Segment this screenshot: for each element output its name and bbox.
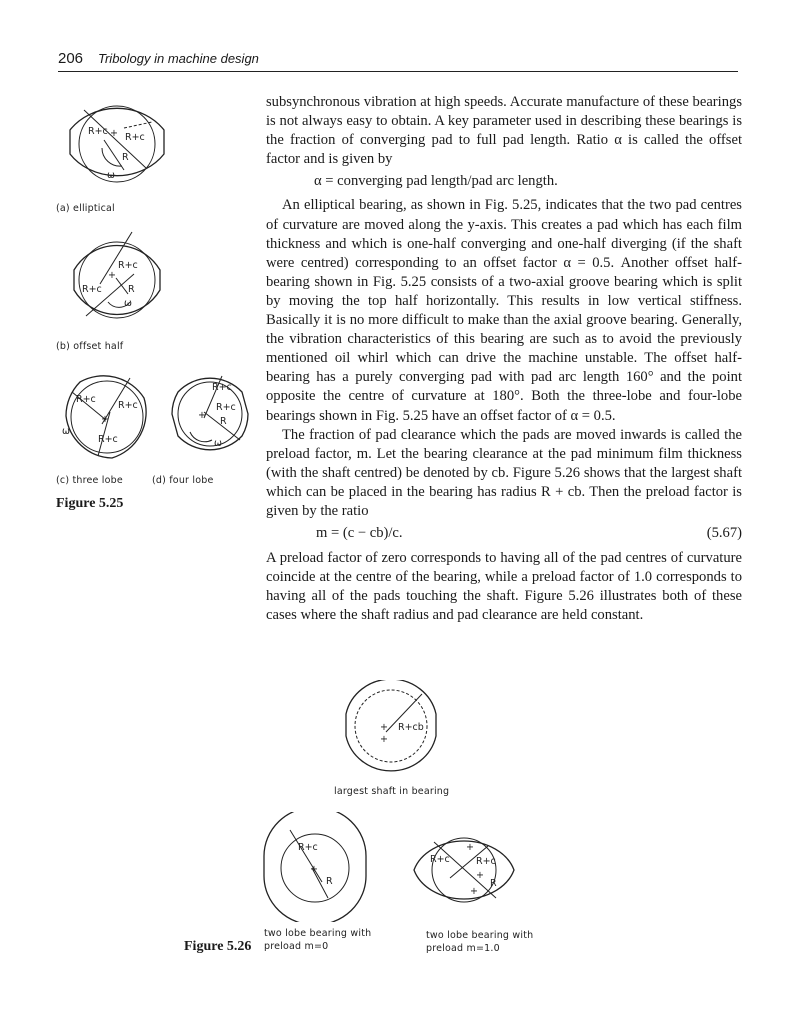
running-header	[58, 50, 738, 72]
caption-largest-shaft: largest shaft in bearing	[334, 786, 450, 797]
label-omega: ω	[62, 426, 70, 437]
header-rule	[58, 71, 738, 72]
elliptical-shaft	[79, 106, 155, 182]
pad-radius-line-1	[434, 842, 496, 898]
center-mark-3: +	[470, 886, 478, 897]
label-r: R	[326, 876, 333, 887]
caption-d: (d) four lobe	[152, 475, 214, 486]
label-r-plus-c-2: R+c	[125, 132, 145, 143]
four-lobe-bearing-outline	[172, 378, 248, 450]
label-omega: ω	[214, 438, 222, 449]
figure-5-25b-offset-half-diagram	[52, 222, 182, 337]
two-lobe-bearing-outline	[414, 841, 514, 899]
label-r-plus-c-1: R+c	[88, 126, 108, 137]
center-mark-1: +	[380, 722, 388, 733]
label-r-plus-c-1: R+c	[118, 260, 138, 271]
label-r-plus-c-2: R+c	[118, 400, 138, 411]
center-mark-2: +	[476, 870, 484, 881]
center-mark: +	[310, 864, 318, 875]
equation-preload-factor: m = (c − cb)/c.	[316, 525, 403, 542]
label-r-plus-c: R+c	[298, 842, 318, 853]
label-r-plus-c-1: R+c	[76, 394, 96, 405]
paragraph-3: The fraction of pad clearance which the pads are moved inwards is called the preload factor, m. Let the bearing clearance at the pad minimum film thickness (with the shaft centred) be denoted by cb. Figure 5.26 shows that the largest shaft which can be placed in the bearing has radius R + cb. Then the preload factor is given by the ratio	[266, 426, 742, 519]
label-r-plus-c-2: R+c	[476, 856, 496, 867]
figure-5-26-preload-zero-diagram	[250, 812, 380, 922]
caption-preload-one-line2: preload m=1.0	[426, 943, 500, 954]
page-number: 206	[58, 50, 84, 67]
figure-5-25-label: Figure 5.25	[56, 496, 124, 511]
label-r-plus-c-2: R+c	[82, 284, 102, 295]
figure-5-26-label: Figure 5.26	[184, 939, 252, 954]
equation-5-67	[266, 524, 742, 544]
paragraph-2: An elliptical bearing, as shown in Fig. 5.25, indicates that the two pad centres of curvature are moved along the y-axis. This creates a pad which has each film thickness and which is one-half converging and one-half diverging (if the shaft were centred) corresponding to an offset factor α = 0.5. Another offset half-bearing shown in Fig. 5.25 consists of a two-axial groove bearing which is split by moving the top half horizontally. This results in low vertical stiffness. Basically it is no more difficult to make than the axial groove bearing. Generally, the vibration characteristics of this bearing are such as to avoid the previously mentioned oil whirl which can drive the machine unstable. The offset half-bearing has a purely converging pad with pad arc length 160° and the point opposite the centre of curvature at 180°. Both the three-lobe and four-lobe bearings shown in Fig. 5.25 have an offset factor of α = 0.5.	[266, 197, 742, 424]
book-title: Tribology in machine design	[98, 51, 259, 66]
equation-offset-factor: α = converging pad length/pad arc length.	[314, 173, 558, 190]
caption-a: (a) elliptical	[56, 203, 115, 214]
label-r: R	[220, 416, 227, 427]
label-r-plus-c-3: R+c	[98, 434, 118, 445]
figure-5-26-preload-one-diagram	[398, 812, 530, 922]
center-mark-1: +	[466, 842, 474, 853]
label-r-plus-c-1: R+c	[430, 854, 450, 865]
label-omega: ω	[124, 298, 132, 309]
equation-number: (5.67)	[706, 525, 742, 542]
figure-5-25d-four-lobe-diagram	[160, 362, 260, 467]
figure-5-26-largest-shaft-diagram	[328, 680, 454, 780]
label-r-plus-cb: R+cb	[398, 722, 424, 733]
caption-b: (b) offset half	[56, 341, 124, 352]
paragraph-1: subsynchronous vibration at high speeds. Accurate manufacture of these bearings is not always easy to obtain. A key parameter used in describing these bearings is the fraction of converging pad to full pad length. Ratio α is called the offset factor and is given by	[266, 94, 742, 168]
body-text	[266, 93, 742, 625]
center-mark: +	[108, 270, 116, 281]
caption-preload-zero-line1: two lobe bearing with	[264, 928, 372, 939]
label-r: R	[122, 152, 129, 163]
caption-c: (c) three lobe	[56, 475, 123, 486]
figure-5-25a-elliptical-diagram	[52, 88, 182, 200]
center-mark: +	[198, 410, 206, 421]
caption-preload-one-line1: two lobe bearing with	[426, 930, 534, 941]
center-mark-2: +	[380, 734, 388, 745]
label-r-plus-c-2: R+c	[216, 402, 236, 413]
radius-line-2	[124, 122, 152, 128]
center-mark: +	[110, 128, 118, 139]
label-r: R	[490, 878, 497, 889]
caption-preload-zero-line2: preload m=0	[264, 941, 329, 952]
top-pad-radius	[100, 232, 132, 284]
center-mark: +	[101, 414, 109, 425]
label-r-plus-c-1: R+c	[212, 382, 232, 393]
four-lobe-shaft	[178, 382, 242, 446]
label-r: R	[128, 284, 135, 295]
rotation-arrow	[190, 432, 212, 442]
figure-5-25c-three-lobe-diagram	[52, 362, 162, 472]
label-omega: ω	[107, 170, 115, 181]
paragraph-4: A preload factor of zero corresponds to having all of the pad centres of curvature coincide at the centre of the bearing, while a preload factor of 1.0 corresponds to having all of the pads touching the shaft. Figure 5.26 illustrates both of these cases where the shaft radius and pad clearance are held constant.	[266, 550, 742, 624]
